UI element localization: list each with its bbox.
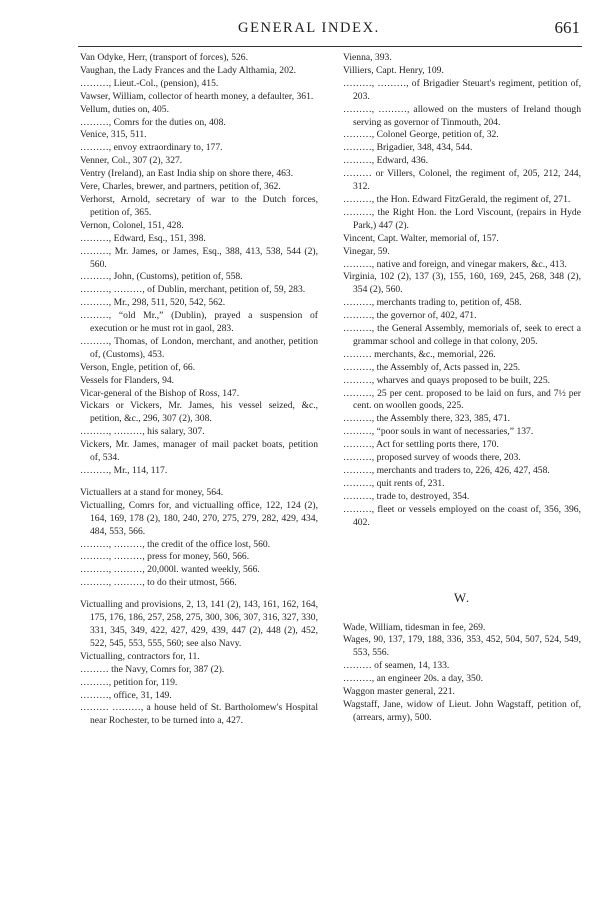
index-entry: ………, quit rents of, 231. — [343, 477, 445, 489]
index-entry: ………, wharves and quays proposed to be built, 225. — [343, 374, 551, 386]
index-entry: ………, Lieut.-Col., (pension), 415. — [80, 77, 219, 89]
index-entry: ………, merchants and traders to, 226, 426, 427, 458. — [343, 465, 550, 476]
index-entry: ………, envoy extraordinary to, 177. — [80, 142, 223, 154]
index-entry: Verson, Engle, petition of, 66. — [80, 361, 196, 373]
index-entry: ………, Colonel George, petition of, 32. — [343, 129, 499, 141]
entry-gap — [80, 478, 318, 487]
index-entry: ………, 25 per cent. proposed to be laid on furs, and 7½ per cent. on woollen goods, 225. — [343, 387, 581, 412]
index-entry: ………, native and foreign, and vinegar makers, &c., 413. — [343, 258, 567, 270]
index-entry: ………, trade to, destroyed, 354. — [343, 490, 470, 502]
index-entry: ………, ………, press for money, 560, 566. — [80, 551, 250, 563]
index-entry: ………, Mr., 298, 511, 520, 542, 562. — [80, 297, 226, 309]
index-entry: ………, fleet or vessels employed on the coast of, 356, 396, 402. — [343, 503, 581, 528]
index-entry: ………, the Right Hon. the Lord Viscount, (repairs in Hyde Park,) 447 (2). — [343, 206, 581, 231]
index-entry: Wages, 90, 137, 179, 188, 336, 353, 452, 504, 507, 524, 549, 553, 556. — [343, 634, 581, 659]
index-entry: ……… merchants, &c., memorial, 226. — [343, 348, 496, 360]
index-entry: Victualling, Comrs for, and victualling office, 122, 124 (2), 164, 169, 178 (2), 180, 240, 270, 275, 279, 282, 429, 434, 484, 553, 566. — [80, 499, 318, 537]
index-entry: ………, Comrs for the duties on, 408. — [80, 116, 226, 128]
index-entry: Vaughan, the Lady Frances and the Lady Althamia, 202. — [80, 64, 297, 76]
index-entry: ………, an engineer 20s. a day, 350. — [343, 673, 484, 685]
index-entry: ………, the General Assembly, memorials of, seek to erect a grammar school and college in that colony, 205. — [343, 323, 581, 347]
index-entry: ………, the Assembly of, Acts passed in, 225. — [343, 361, 521, 373]
index-entry: Vickers, Mr. James, manager of mail packet boats, petition of, 534. — [80, 439, 318, 464]
index-entry: Vicar-general of the Bishop of Ross, 147. — [80, 387, 240, 399]
index-entry: Victuallers at a stand for money, 564. — [80, 486, 224, 498]
index-entry: ………, ………, his salary, 307. — [80, 426, 205, 438]
index-column-left — [80, 52, 318, 728]
section-letter: W. — [453, 589, 471, 605]
index-entry: Victualling, contractors for, 11. — [80, 650, 200, 662]
index-entry: ………, office, 31, 149. — [80, 689, 172, 701]
index-entry: ……… ………, a house held of St. Bartholomew's Hospital near Rochester, to be turned into a, 427. — [80, 702, 318, 727]
index-entry: Vienna, 393. — [343, 52, 392, 63]
index-entry: Vawser, William, collector of hearth money, a defaulter, 361. — [80, 90, 314, 102]
index-entry: ………, Edward, Esq., 151, 398. — [80, 232, 206, 244]
index-entries-w — [343, 622, 581, 725]
index-entry: ………, Brigadier, 348, 434, 544. — [343, 142, 473, 154]
index-entry: Vernon, Colonel, 151, 428. — [80, 219, 184, 231]
index-entry: Wade, William, tidesman in fee, 269. — [343, 621, 486, 633]
index-entry: ………, proposed survey of woods there, 203. — [343, 452, 521, 464]
index-entry: ………, Mr. James, or James, Esq., 388, 413, 538, 544 (2), 560. — [80, 245, 318, 270]
index-entry: Vellum, duties on, 405. — [80, 103, 170, 115]
index-column-right — [343, 52, 581, 725]
header-rule — [78, 46, 582, 47]
index-entry: Vinegar, 59. — [343, 245, 390, 257]
index-entry: Villiers, Capt. Henry, 109. — [343, 64, 444, 76]
index-entry: ………, ………, of Brigadier Steuart's regiment, petition of, 203. — [343, 77, 581, 102]
index-entry: ………, Edward, 436. — [343, 155, 428, 167]
index-entry: Vere, Charles, brewer, and partners, petition of, 362. — [80, 181, 281, 193]
index-entry: ……… the Navy, Comrs for, 387 (2). — [80, 663, 225, 675]
index-entry: Verhorst, Arnold, secretary of war to the Dutch forces, petition of, 365. — [80, 193, 318, 218]
index-entry: ………, petition for, 119. — [80, 676, 178, 688]
index-entry: ……… or Villers, Colonel, the regiment of, 205, 212, 244, 312. — [343, 168, 581, 193]
index-entry: ………, Thomas, of London, merchant, and another, petition of, (Customs), 453. — [80, 335, 318, 360]
index-entry: Vickars or Vickers, Mr. James, his vessel seized, &c., petition, &c., 296, 307 (2), 308. — [80, 400, 318, 425]
index-entry: Vincent, Capt. Walter, memorial of, 157. — [343, 232, 499, 244]
entry-gap — [80, 590, 318, 599]
index-entry: Wagstaff, Jane, widow of Lieut. John Wagstaff, petition of, (arrears, army), 500. — [343, 698, 581, 723]
index-entry: Ventry (Ireland), an East India ship on shore there, 463. — [80, 168, 294, 180]
index-entry: ………, ………, 20,000l. wanted weekly, 566. — [80, 564, 260, 576]
index-entry: Venner, Col., 307 (2), 327. — [80, 155, 183, 167]
page-header — [0, 18, 606, 42]
index-entry: ………, John, (Customs), petition of, 558. — [80, 271, 243, 283]
index-entry: Virginia, 102 (2), 137 (3), 155, 160, 169, 245, 268, 348 (2), 354 (2), 560. — [343, 271, 581, 296]
index-entry: ………, Mr., 114, 117. — [80, 465, 168, 476]
page-number: 661 — [554, 18, 580, 37]
index-entry: ………, ………, allowed on the musters of Ireland though serving as governor of Tinmouth, 204. — [343, 103, 581, 128]
index-entry: ………, ………, the credit of the office lost, 560. — [80, 538, 271, 550]
index-entry: ………, the Assembly there, 323, 385, 471. — [343, 413, 511, 425]
index-entries-v — [343, 52, 581, 530]
index-entry: ………, ………, of Dublin, merchant, petition of, 59, 283. — [80, 284, 306, 296]
index-entry: Waggon master general, 221. — [343, 686, 455, 698]
index-entry: ………, Act for settling ports there, 170. — [343, 439, 499, 451]
index-entry: Van Odyke, Herr, (transport of forces), 526. — [80, 52, 248, 63]
index-entry: ………, ………, to do their utmost, 566. — [80, 577, 237, 589]
running-title: GENERAL INDEX. — [238, 20, 380, 36]
index-entry: ………, the governor of, 402, 471. — [343, 310, 477, 322]
index-entry: ………, “poor souls in want of necessaries,” 137. — [343, 426, 534, 438]
index-entry: Venice, 315, 511. — [80, 129, 147, 141]
index-entry: ………, merchants trading to, petition of, 458. — [343, 297, 522, 309]
index-entry: ………, “old Mr.,” (Dublin), prayed a suspension of execution or he must rot in gaol, 283. — [80, 310, 318, 335]
index-entry: ………, the Hon. Edward FitzGerald, the regiment of, 271. — [343, 193, 571, 205]
index-entry: Vessels for Flanders, 94. — [80, 374, 175, 386]
index-entry: Victualling and provisions, 2, 13, 141 (2), 143, 161, 162, 164, 175, 176, 186, 257, 258, 275, 300, 306, 307, 316, 327, 330, 331, 345, 349, 422, 427, 429, 439, 447 (2), 448 (2), 452, 522, 545, 553, 555, 560; see also Navy. — [80, 599, 318, 649]
index-entry: ……… of seamen, 14, 133. — [343, 660, 450, 672]
